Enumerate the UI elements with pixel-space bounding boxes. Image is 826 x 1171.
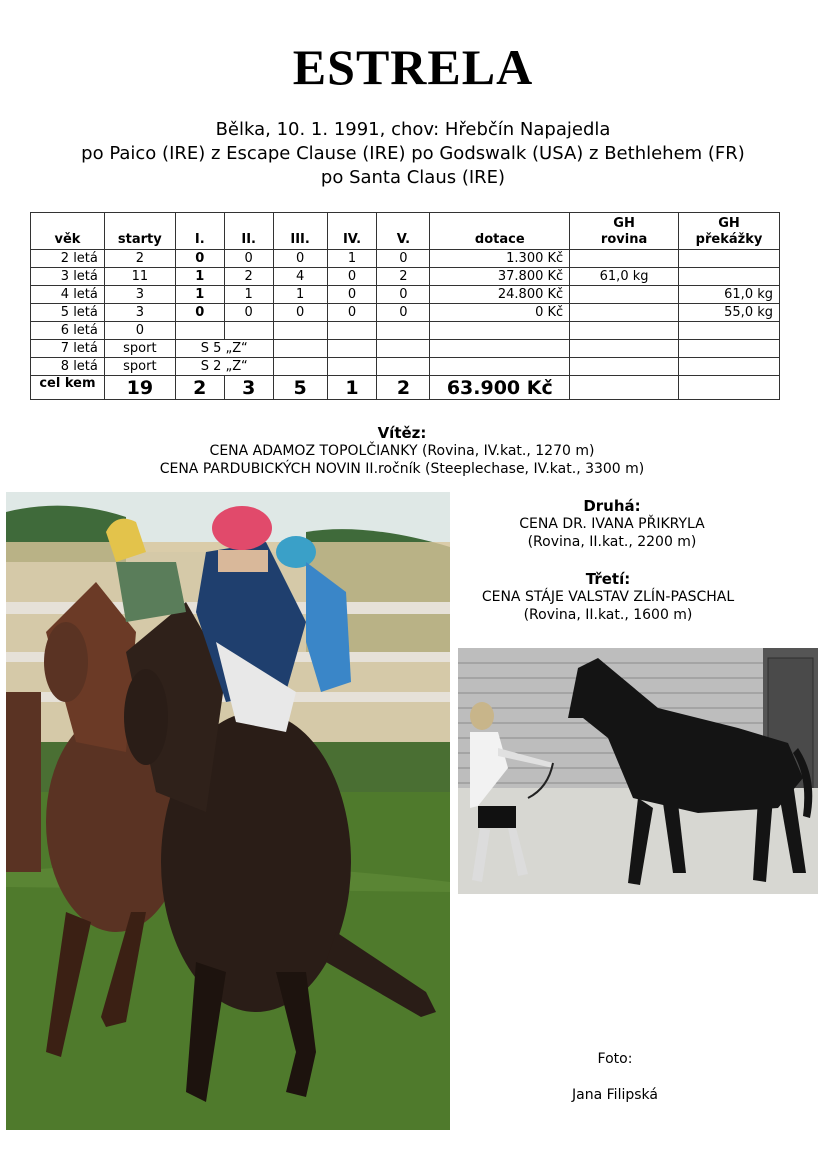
cell-p4 (327, 322, 377, 340)
header-fourth: IV. (327, 213, 377, 250)
header-gh-flat: GH rovina (570, 213, 679, 250)
cell-gh-jump: 61,0 kg (678, 286, 779, 304)
cell-prize: 0 Kč (430, 304, 570, 322)
cell-age: 6 letá (31, 322, 105, 340)
total-starts: 19 (104, 376, 175, 400)
cell-p1: 1 (175, 286, 224, 304)
cell-p2: 2 (224, 268, 273, 286)
cell-p5: 0 (377, 304, 430, 322)
cell-gh-flat (570, 286, 679, 304)
birth-breeder-line: Bělka, 10. 1. 1991, chov: Hřebčín Napajedla (215, 119, 611, 140)
table-row (31, 358, 780, 376)
table-row (31, 340, 780, 358)
header-starts: starty (104, 213, 175, 250)
cell-starts: 0 (104, 322, 175, 340)
cell-gh-jump (678, 340, 779, 358)
cell-age: 7 letá (31, 340, 105, 358)
cell-gh-flat (570, 304, 679, 322)
race-photo (6, 492, 450, 1130)
total-prize: 63.900 Kč (430, 376, 570, 400)
cell-starts: 3 (104, 304, 175, 322)
second-place-section (462, 497, 762, 551)
cell-p1: S 2 „Z“ (175, 358, 273, 376)
cell-p1: 0 (175, 304, 224, 322)
cell-gh-flat (570, 358, 679, 376)
total-p2: 3 (224, 376, 273, 400)
cell-p2 (224, 322, 273, 340)
cell-p3 (273, 340, 327, 358)
table-row (31, 268, 780, 286)
cell-age: 3 letá (31, 268, 105, 286)
table-row (31, 322, 780, 340)
cell-prize: 1.300 Kč (430, 250, 570, 268)
third-place-section (458, 570, 758, 624)
second-heading: Druhá: (583, 497, 641, 515)
header-first: I. (175, 213, 224, 250)
cell-starts: 11 (104, 268, 175, 286)
cell-age: 2 letá (31, 250, 105, 268)
cell-p1: 0 (175, 250, 224, 268)
cell-p3: 4 (273, 268, 327, 286)
pedigree-info (0, 118, 826, 190)
cell-p5 (377, 358, 430, 376)
cell-prize: 24.800 Kč (430, 286, 570, 304)
third-race-name: CENA STÁJE VALSTAV ZLÍN-PASCHAL (481, 589, 735, 605)
total-empty (570, 376, 679, 400)
cell-p3 (273, 322, 327, 340)
race-results-table (30, 212, 780, 400)
cell-p1: 1 (175, 268, 224, 286)
cell-gh-flat (570, 322, 679, 340)
cell-prize (430, 358, 570, 376)
second-race-detail: (Rovina, II.kat., 2200 m) (527, 534, 697, 550)
cell-gh-jump (678, 358, 779, 376)
cell-gh-flat: 61,0 kg (570, 268, 679, 286)
cell-gh-flat (570, 250, 679, 268)
cell-gh-jump (678, 268, 779, 286)
cell-p2: 0 (224, 250, 273, 268)
header-second: II. (224, 213, 273, 250)
table-total-row (31, 376, 780, 400)
cell-p1 (175, 322, 224, 340)
cell-gh-flat (570, 340, 679, 358)
cell-age: 8 letá (31, 358, 105, 376)
third-heading: Třetí: (585, 570, 631, 588)
table-row (31, 286, 780, 304)
cell-p4: 0 (327, 286, 377, 304)
cell-gh-jump (678, 250, 779, 268)
cell-starts: 3 (104, 286, 175, 304)
cell-p3: 0 (273, 304, 327, 322)
cell-p4 (327, 340, 377, 358)
pedigree-line-2: po Santa Claus (IRE) (320, 167, 506, 188)
cell-p2: 1 (224, 286, 273, 304)
cell-p3 (273, 358, 327, 376)
photo-credit-label: Foto: (597, 1051, 633, 1067)
total-p3: 5 (273, 376, 327, 400)
photo-credit-name: Jana Filipská (572, 1087, 658, 1103)
cell-p5 (377, 322, 430, 340)
total-p1: 2 (175, 376, 224, 400)
cell-gh-jump (678, 322, 779, 340)
cell-prize (430, 340, 570, 358)
total-p4: 1 (327, 376, 377, 400)
horse-portrait-photo (458, 648, 818, 894)
cell-prize (430, 322, 570, 340)
header-third: III. (273, 213, 327, 250)
cell-p5: 2 (377, 268, 430, 286)
cell-p1: S 5 „Z“ (175, 340, 273, 358)
cell-p4 (327, 358, 377, 376)
second-race-name: CENA DR. IVANA PŘIKRYLA (519, 516, 705, 532)
winner-section (0, 424, 804, 478)
table-row (31, 304, 780, 322)
pedigree-line-1: po Paico (IRE) z Escape Clause (IRE) po Godswalk (USA) z Bethlehem (FR) (81, 143, 745, 164)
total-p5: 2 (377, 376, 430, 400)
cell-p5: 0 (377, 250, 430, 268)
header-prize: dotace (430, 213, 570, 250)
header-fifth: V. (377, 213, 430, 250)
cell-p3: 0 (273, 250, 327, 268)
cell-starts: 2 (104, 250, 175, 268)
cell-age: 5 letá (31, 304, 105, 322)
table-row (31, 250, 780, 268)
cell-prize: 37.800 Kč (430, 268, 570, 286)
winner-race-2: CENA PARDUBICKÝCH NOVIN II.ročník (Steeplechase, IV.kat., 3300 m) (159, 461, 645, 477)
cell-starts: sport (104, 340, 175, 358)
cell-starts: sport (104, 358, 175, 376)
cell-p4: 0 (327, 268, 377, 286)
horse-name-title: ESTRELA (292, 39, 534, 95)
winner-race-1: CENA ADAMOZ TOPOLČIANKY (Rovina, IV.kat., 1270 m) (209, 443, 595, 459)
total-label: cel kem (31, 376, 105, 400)
winner-heading: Vítěz: (377, 424, 427, 442)
total-empty (678, 376, 779, 400)
cell-gh-jump: 55,0 kg (678, 304, 779, 322)
third-race-detail: (Rovina, II.kat., 1600 m) (523, 607, 693, 623)
header-gh-jump: GH překážky (678, 213, 779, 250)
table-header-row (31, 213, 780, 250)
cell-p5: 0 (377, 286, 430, 304)
cell-p3: 1 (273, 286, 327, 304)
cell-p4: 1 (327, 250, 377, 268)
cell-p2: 0 (224, 304, 273, 322)
header-age: věk (31, 213, 105, 250)
cell-p5 (377, 340, 430, 358)
cell-age: 4 letá (31, 286, 105, 304)
cell-p4: 0 (327, 304, 377, 322)
